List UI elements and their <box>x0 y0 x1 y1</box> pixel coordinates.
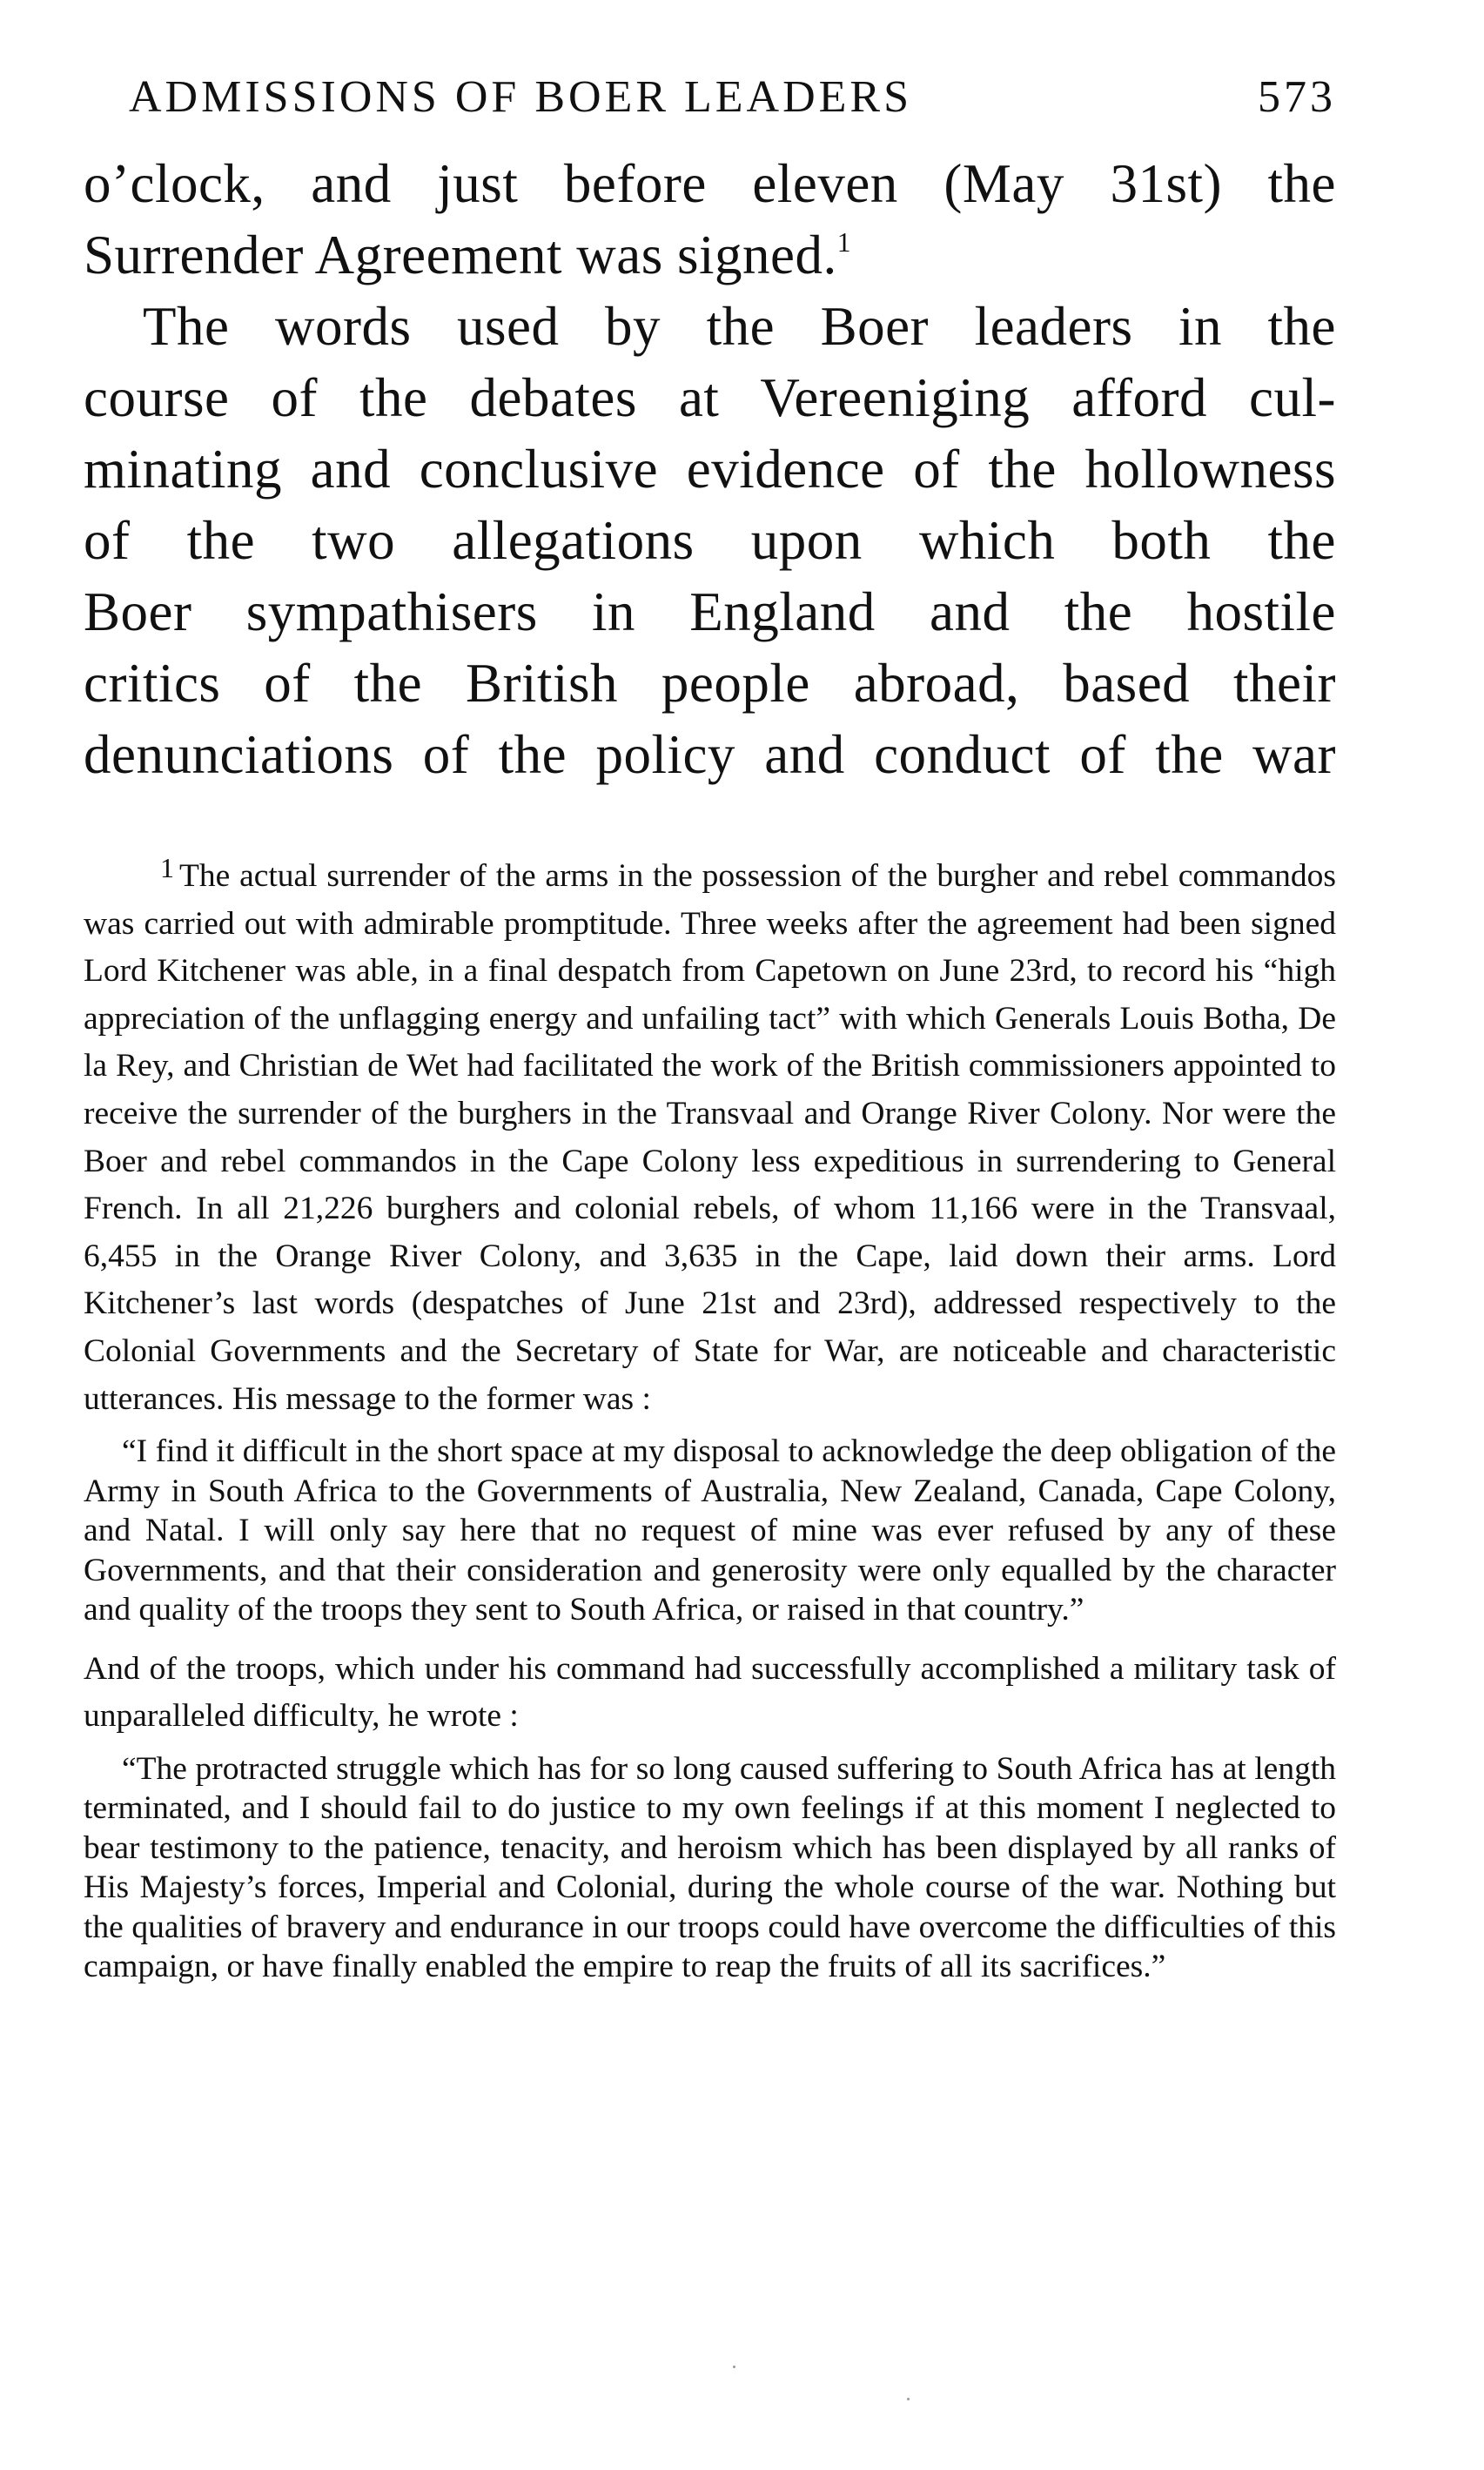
footnote-quote-colonial-governments: “I find it difficult in the short space at my disposal to acknowledge the deep obligation of the Army in South Africa to the Governments of Australia, New Zealand, Canada, Cape Colony, and Natal. I will only say here that no request of mine was ever refused by any of these Governments, and that their consideration and generosity were only equalled by the character and quality of the troops they sent to South Africa, or raised in that country.” <box>84 1433 1336 1628</box>
body-line: denunciations of the policy and conduct of the war <box>84 724 1336 785</box>
footnote-text: The actual surrender of the arms in the possession of the burgher and rebel commandos was carried out with admirable promptitude. Three weeks after the agreement had been signed Lord Kitchener was able, in a final despatch from Capetown on June 23rd, to record his “high appreciation of the unflagging energy and unfailing tact” with which Generals Louis Botha, De la Rey, and Christian de Wet had facilitated the work of the British commissioners appointed to receive the surrender of the burghers in the Transvaal and Orange River Colony. Nor were the Boer and rebel commandos in the Cape Colony less expeditious in surrendering to General French. In all 21,226 burghers and colonial rebels, of whom 11,166 were in the Transvaal, 6,455 in the Orange River Colony, and 3,635 in the Cape, laid down their arms. Lord Kitchener’s last words (despatches of June 21st and 23rd), addressed respectively to the Colonial Governments and the Secretary of State for War, are noticeable and characteristic utterances. His message to the former was : <box>84 858 1336 1417</box>
footnote-marker: 1 <box>160 852 174 883</box>
body-line: critics of the British people abroad, based their <box>84 653 1336 714</box>
footnote <box>84 853 1336 1999</box>
body-line: course of the debates at Vereeniging afford cul- <box>84 367 1336 428</box>
body-line: o’clock, and just before eleven (May 31st) the <box>84 153 1336 214</box>
running-head-title: ADMISSIONS OF BOER LEADERS <box>129 72 912 122</box>
page-number: 573 <box>1258 72 1336 122</box>
body-line: of the two allegations upon which both the <box>84 510 1336 571</box>
main-paragraph-2 <box>84 291 1336 790</box>
footnote-quote-troops: “The protracted struggle which has for so long caused suffering to South Africa has at length terminated, and I should fail to do justice to my own feelings if at this moment I neglected to bear testimony to the patience, tenacity, and heroism which has been displayed by all ranks of His Majesty’s forces, Imperial and Colonial, during the whole course of the war. Nothing but the qualities of bravery and endurance in our troops could have overcome the difficulties of this campaign, or have finally enabled the empire to reap the fruits of all its sacrifices.” <box>84 1750 1336 1985</box>
footnote-paragraph <box>84 853 1336 1423</box>
footnote-reference: 1 <box>836 226 852 258</box>
main-paragraph-1 <box>84 148 1336 291</box>
body-line: minating and conclusive evidence of the hollowness <box>84 439 1336 500</box>
body-line-text: Surrender Agreement was signed. <box>84 225 837 285</box>
print-speck <box>907 2398 910 2400</box>
footnote-paragraph: And of the troops, which under his command had successfully accomplished a military task of unparalleled difficulty, he wrote : <box>84 1650 1336 1735</box>
body-line: The words used by the Boer leaders in the <box>143 296 1336 357</box>
print-speck <box>733 2366 735 2368</box>
body-line <box>84 219 1336 291</box>
body-line: Boer sympathisers in England and the hostile <box>84 581 1336 642</box>
